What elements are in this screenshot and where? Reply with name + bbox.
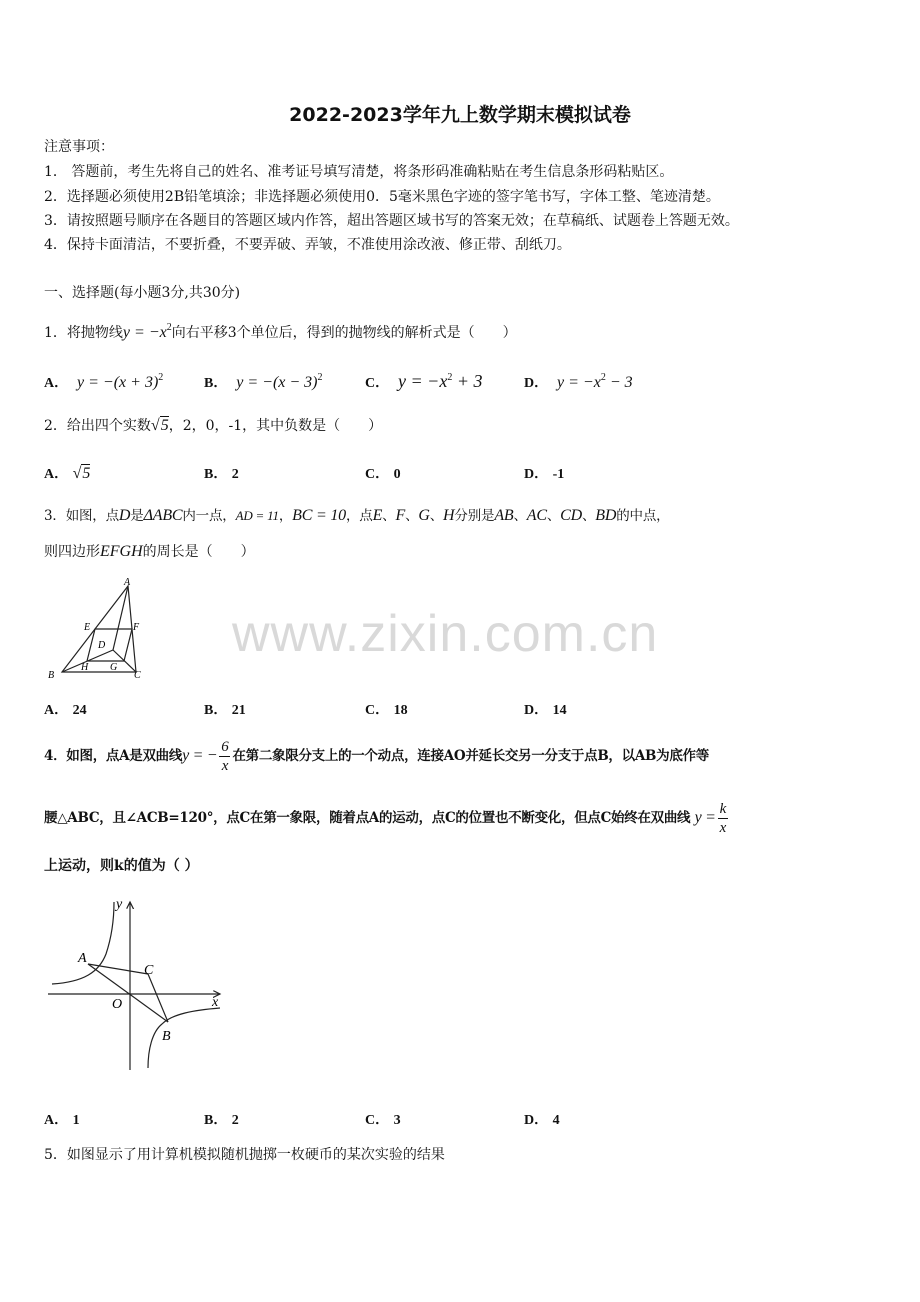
option-label: A． (44, 703, 69, 718)
label-x: x (212, 995, 219, 1010)
q3-option-c[interactable] (365, 700, 408, 721)
option-label: D． (524, 376, 549, 391)
q2-post: ，2，0，-1，其中负数是（ ） (168, 418, 383, 434)
q1-option-a[interactable] (44, 368, 163, 394)
q3-math: AB (494, 507, 514, 524)
option-text: 21 (231, 703, 246, 718)
option-text: 3 (393, 1113, 401, 1128)
option-text: 4 (552, 1113, 560, 1128)
option-label: A． (44, 467, 69, 482)
watermark: www.zixin.com.cn (232, 605, 659, 663)
q3-option-a[interactable] (44, 700, 87, 721)
question-1 (44, 318, 517, 343)
fraction-denominator: x (719, 820, 727, 836)
label-c: C (134, 670, 141, 681)
option-radicand: 5 (82, 465, 91, 482)
q3-math: F (395, 507, 406, 524)
q2-pre: 2．给出四个实数 (44, 418, 151, 434)
notice-item-4: 4．保持卡面清洁，不要折叠，不要弄破、弄皱，不准使用涂改液、修正带、刮纸刀。 (44, 237, 571, 253)
question-3-line-1 (44, 506, 669, 526)
q3-math: D (118, 507, 131, 524)
q4-math: y = (694, 809, 716, 826)
q1-exp: 2 (166, 322, 172, 333)
option-label: D． (524, 1113, 549, 1128)
q2-option-d[interactable] (524, 464, 564, 485)
question-5: 5．如图显示了用计算机模拟随机抛掷一枚硬币的某次实验的结果 (44, 1147, 445, 1163)
quadrilateral-efgh (87, 629, 132, 661)
option-exp: 2 (600, 372, 606, 383)
label-o: O (112, 997, 123, 1012)
q3-text: 、 (405, 508, 419, 524)
question-2 (44, 416, 382, 436)
notice-item-1: 1． 答题前，考生先将自己的姓名、准考证号填写清楚，将条形码准确粘贴在考生信息条形码粘贴区。 (44, 164, 674, 180)
q3-math: E (372, 507, 383, 524)
q3-triangle-figure (44, 574, 154, 684)
option-exp: 2 (158, 372, 164, 383)
q3-option-d[interactable] (524, 700, 567, 721)
page-title: 2022-2023学年九上数学期末模拟试卷 (289, 104, 631, 126)
q3-math: BC = 10 (292, 507, 346, 524)
label-d: D (98, 640, 106, 651)
q3-text: 、 (513, 508, 527, 524)
label-a: A (124, 577, 131, 588)
option-label: B． (204, 376, 228, 391)
question-4-line-2 (44, 800, 730, 837)
q3-text: 、 (581, 508, 596, 524)
fraction-numerator: k (719, 801, 727, 817)
hyperbola-branch-left (52, 902, 114, 984)
option-text: 2 (231, 1113, 239, 1128)
q3-math: G (418, 507, 430, 524)
q3-math: CD (560, 507, 582, 524)
option-tail: − 3 (605, 374, 633, 391)
label-c: C (144, 963, 154, 978)
q4-option-a[interactable] (44, 1110, 80, 1131)
label-e: E (84, 622, 91, 633)
label-f: F (133, 622, 140, 633)
option-formula: y = −x (557, 374, 601, 391)
notice-item-2: 2．选择题必须使用2B铅笔填涂；非选择题必须使用0．5毫米黑色字迹的签字笔书写，字体工整、笔迹清楚。 (44, 189, 720, 205)
option-text: -1 (552, 467, 565, 482)
option-label: A． (44, 376, 69, 391)
q3-text: 则四边形 (44, 544, 100, 560)
notice-heading: 注意事项： (44, 139, 114, 155)
option-label: B． (204, 703, 228, 718)
option-label: C． (365, 376, 390, 391)
option-label: C． (365, 703, 390, 718)
q4-fraction (219, 738, 230, 775)
q4-text: 4．如图，点A是双曲线 (44, 748, 183, 764)
sqrt-sign: √ (150, 417, 160, 434)
option-label: B． (204, 1113, 228, 1128)
label-h: H (81, 662, 89, 673)
q4-math: y = − (182, 747, 218, 764)
section-heading: 一、选择题(每小题3分,共30分) (44, 285, 241, 301)
option-label: C． (365, 467, 390, 482)
q4-text: 腰△ABC，且∠ACB=120°，点C在第一象限，随着点A的运动，点C的位置也不断变化，但点C始终在双曲线 (44, 810, 691, 826)
q1-post: 向右平移3个单位后，得到的抛物线的解析式是（ ） (171, 325, 517, 341)
fraction-numerator: 6 (221, 739, 229, 755)
option-label: B． (204, 467, 228, 482)
question-3-line-2 (44, 542, 255, 562)
option-exp: 2 (447, 372, 453, 383)
q3-text: 、 (429, 508, 444, 524)
hyperbola-branch-right (148, 1008, 220, 1068)
label-b: B (48, 670, 55, 681)
q3-math: AD = 11 (235, 508, 279, 523)
option-formula: y = −(x − 3) (236, 374, 318, 391)
q3-text: 3．如图，点 (44, 508, 119, 524)
question-4-line-1 (44, 738, 709, 775)
q3-text: ， (278, 508, 293, 524)
q1-pre: 1．将抛物线 (44, 325, 123, 341)
q1-option-d[interactable] (524, 368, 633, 394)
notice-item-3: 3．请按照题号顺序在各题目的答题区域内作答，超出答题区域书写的答案无效；在草稿纸、试题卷上答题无效。 (44, 213, 739, 229)
fraction-denominator: x (221, 758, 229, 774)
q3-text: 分别是 (454, 508, 495, 524)
q4-fraction (718, 800, 728, 837)
q3-text: 内一点， (182, 508, 236, 524)
q2-radicand: 5 (160, 417, 169, 434)
q4-option-b[interactable] (204, 1110, 239, 1131)
q1-option-b[interactable] (204, 368, 323, 394)
option-formula: y = −x (398, 371, 448, 391)
option-text: 1 (72, 1113, 80, 1128)
q4-hyperbola-figure (44, 892, 229, 1077)
option-label: C． (365, 1113, 390, 1128)
option-label: D． (524, 703, 549, 718)
q3-text: 的中点， (616, 508, 670, 524)
q3-text: ，点 (345, 508, 373, 524)
option-text: 0 (393, 467, 401, 482)
q3-text: 、 (382, 508, 396, 524)
option-text: 14 (552, 703, 567, 718)
q3-math: BD (595, 507, 617, 524)
q3-math: AC (526, 507, 547, 524)
question-4-line-3: 上运动，则k的值为（ ） (44, 858, 199, 874)
option-formula: y = −(x + 3) (77, 374, 159, 391)
sqrt-sign: √ (72, 465, 82, 482)
q2-option-c[interactable] (365, 464, 401, 485)
option-text: 24 (72, 703, 87, 718)
q3-math: H (443, 507, 455, 524)
q3-math: EFGH (100, 543, 143, 560)
label-g: G (110, 662, 118, 673)
option-text: 18 (393, 703, 408, 718)
q3-text: 的周长是（ ） (142, 544, 255, 560)
q1-formula: y = −x (122, 324, 167, 341)
option-label: A． (44, 1113, 69, 1128)
q3-math: ΔABC (143, 507, 183, 524)
label-y: y (116, 897, 123, 912)
q4-text: 在第二象限分支上的一个动点，连接AO并延长交另一分支于点B，以AB为底作等 (232, 748, 709, 764)
q4-option-d[interactable] (524, 1110, 560, 1131)
q1-option-c[interactable] (365, 368, 482, 394)
q4-option-c[interactable] (365, 1110, 401, 1131)
q3-option-b[interactable] (204, 700, 246, 721)
q2-option-a[interactable] (44, 464, 90, 485)
q3-text: 是 (130, 508, 144, 524)
option-tail: + 3 (452, 371, 483, 391)
label-b: B (162, 1029, 171, 1044)
label-a: A (78, 951, 87, 966)
q3-text: 、 (546, 508, 561, 524)
option-label: D． (524, 467, 549, 482)
option-exp: 2 (317, 372, 323, 383)
q2-option-b[interactable] (204, 464, 239, 485)
option-text: 2 (231, 467, 239, 482)
